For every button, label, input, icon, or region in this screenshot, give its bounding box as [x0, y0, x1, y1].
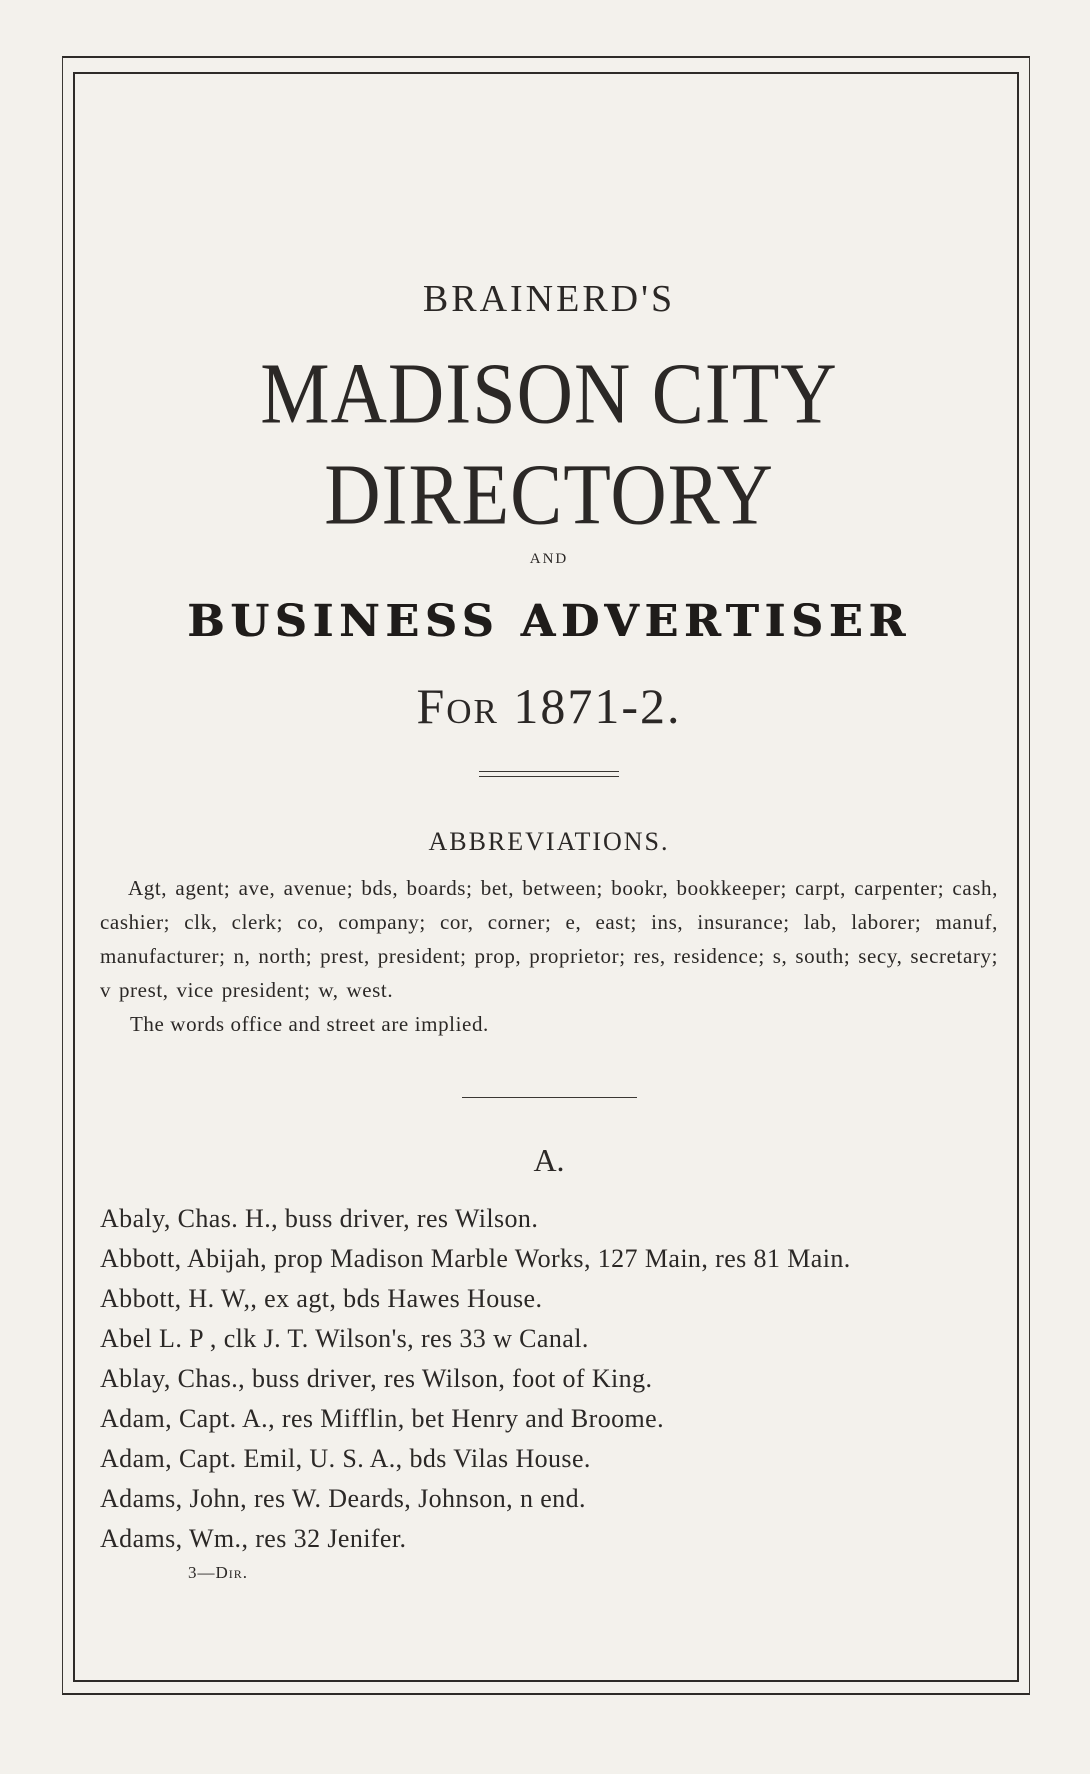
- section-divider: [462, 1097, 637, 1098]
- directory-entries: [100, 1199, 998, 1559]
- list-item: Abel L. P , clk J. T. Wilson's, res 33 w Canal.: [100, 1324, 589, 1353]
- for-word: For: [416, 678, 499, 734]
- list-item: Abbott, Abijah, prop Madison Marble Works, 127 Main, res 81 Main.: [100, 1244, 851, 1273]
- signature-label: Dir.: [215, 1563, 249, 1582]
- list-item: Adams, Wm., res 32 Jenifer.: [100, 1524, 407, 1553]
- year: 1871-2.: [513, 678, 682, 734]
- business-advertiser-title: BUSINESS ADVERTISER: [187, 596, 911, 647]
- implied-note: The words office and street are implied.: [130, 1012, 489, 1036]
- list-item: Abaly, Chas. H., buss driver, res Wilson.: [100, 1204, 539, 1233]
- directory-title: MADISON CITY DIRECTORY: [260, 344, 838, 543]
- list-item: Abbott, H. W,, ex agt, bds Hawes House.: [100, 1284, 543, 1313]
- section-letter: A.: [533, 1142, 565, 1178]
- abbreviations-text: Agt, agent; ave, avenue; bds, boards; bet, between; bookr, bookkeeper; carpt, carpenter; cash, cashier; clk, clerk; co, company; cor, corner; e, east; ins, insurance; lab, laborer; manuf, manufacturer; n, north; prest, president; prop, proprietor; res, residence; s, south; secy, secretary; v prest, vice president; w, west.: [100, 876, 998, 1002]
- and-connector: AND: [529, 551, 569, 567]
- year-line: [100, 677, 998, 735]
- list-item: Adam, Capt. A., res Mifflin, bet Henry and Broome.: [100, 1404, 664, 1433]
- publisher-name: BRAINERD'S: [422, 278, 676, 320]
- abbreviations-heading: ABBREVIATIONS.: [428, 827, 670, 856]
- signature-mark: [188, 1563, 998, 1583]
- abbreviations-paragraph: [100, 871, 998, 1007]
- double-rule-divider: [479, 771, 619, 777]
- page-content: [100, 72, 998, 1583]
- list-item: Ablay, Chas., buss driver, res Wilson, foot of King.: [100, 1364, 653, 1393]
- list-item: Adam, Capt. Emil, U. S. A., bds Vilas House.: [100, 1444, 591, 1473]
- list-item: Adams, John, res W. Deards, Johnson, n end.: [100, 1484, 586, 1513]
- signature-number: 3—: [188, 1563, 216, 1582]
